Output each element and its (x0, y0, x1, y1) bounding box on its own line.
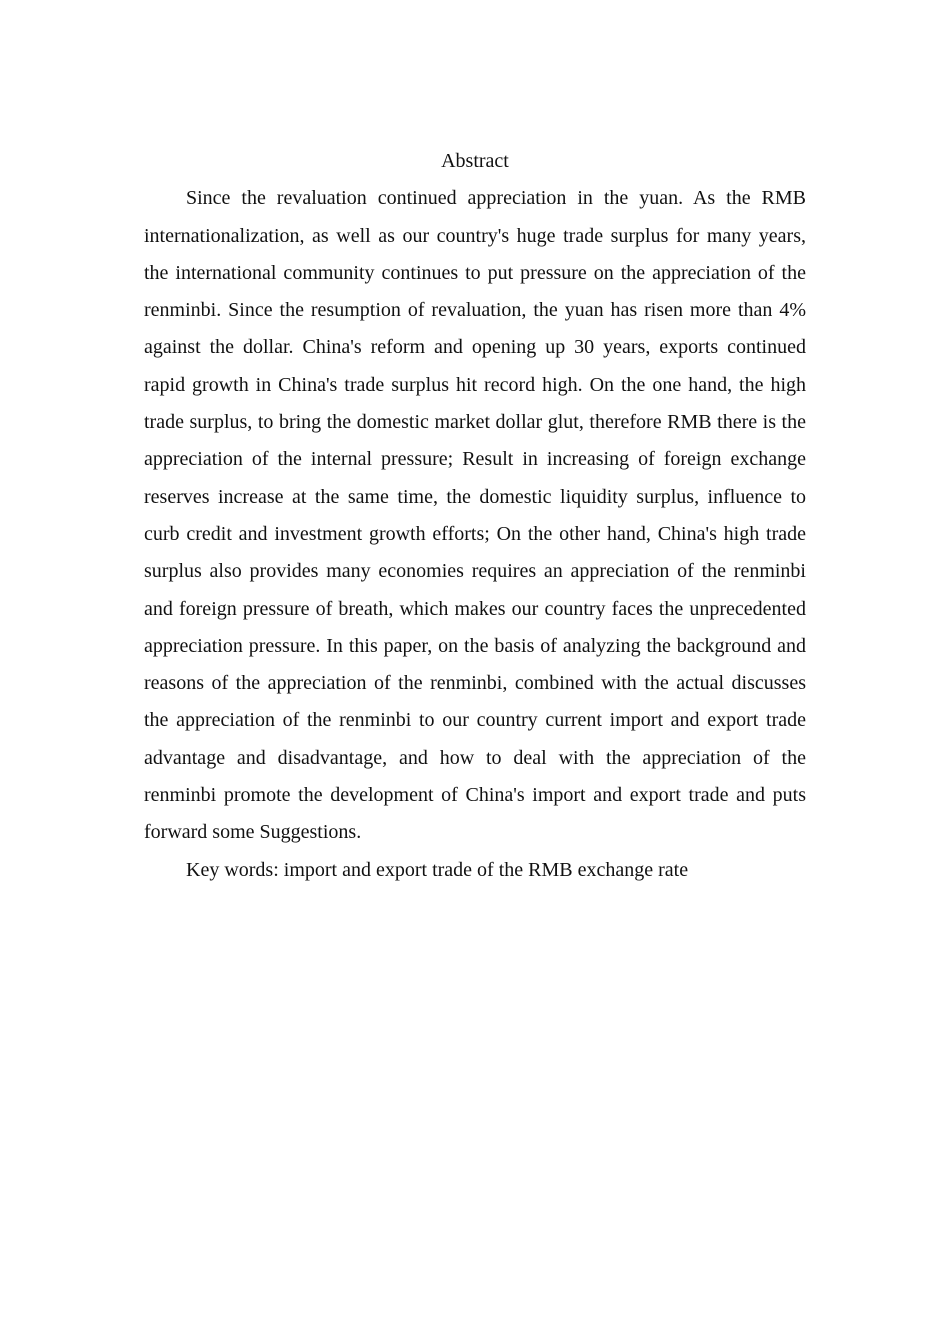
keywords-line: Key words: import and export trade of the RMB exchange rate (186, 858, 689, 881)
abstract-section (144, 143, 806, 889)
abstract-body: Since the revaluation continued appreciation in the yuan. As the RMB internationalization, as well as our country's huge trade surplus for many years, the international community continues to put pressure on the appreciation of the renminbi. Since the resumption of revaluation, the yuan has risen more than 4% against the dollar. China's reform and opening up 30 years, exports continued rapid growth in China's trade surplus hit record high. On the one hand, the high trade surplus, to bring the domestic market dollar glut, therefore RMB there is the appreciation of the internal pressure; Result in increasing of foreign exchange reserves increase at the same time, the domestic liquidity surplus, influence to curb credit and investment growth efforts; On the other hand, China's high trade surplus also provides many economies requires an appreciation of the renminbi and foreign pressure of breath, which makes our country faces the unprecedented appreciation pressure. In this paper, on the basis of analyzing the background and reasons of the appreciation of the renminbi, combined with the actual discusses the appreciation of the renminbi to our country current import and export trade advantage and disadvantage, and how to deal with the appreciation of the renminbi promote the development of China's import and export trade and puts forward some Suggestions. (144, 187, 806, 844)
abstract-title: Abstract (441, 150, 509, 172)
